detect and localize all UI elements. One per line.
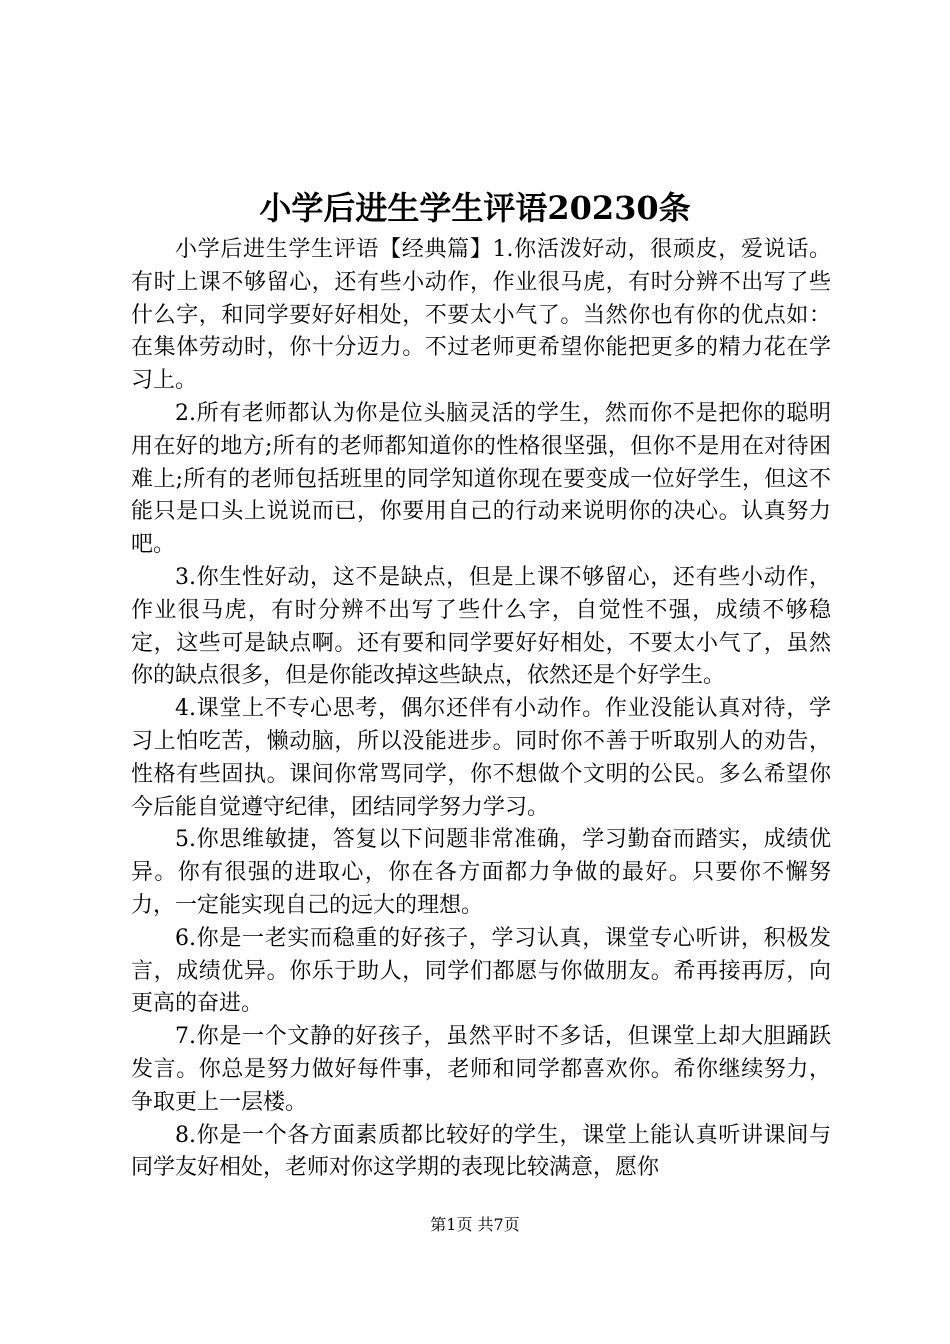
document-body — [131, 234, 831, 1185]
page-footer: 第1页 共7页 — [430, 1215, 520, 1234]
document-title: 小学后进生学生评语20230条 — [259, 189, 691, 227]
paragraph: 6.你是一老实而稳重的好孩子，学习认真，课堂专心听讲，积极发言，成绩优异。你乐于助人，同学们都愿与你做朋友。希再接再厉，向更高的奋进。 — [131, 925, 831, 1017]
paragraph: 8.你是一个各方面素质都比较好的学生，课堂上能认真听讲课间与同学友好相处，老师对你这学期的表现比较满意，愿你 — [131, 1122, 831, 1181]
paragraph: 小学后进生学生评语【经典篇】1.你活泼好动，很顽皮，爱说话。有时上课不够留心，还有些小动作，作业很马虎，有时分辨不出写了些什么字，和同学要好好相处，不要太小气了。当然你也有你的优点如：在集体劳动时，你十分迈力。不过老师更希望你能把更多的精力花在学习上。 — [131, 237, 831, 394]
paragraph: 4.课堂上不专心思考，偶尔还伴有小动作。作业没能认真对待，学习上怕吃苦，懒动脑，所以没能进步。同时你不善于听取别人的劝告，性格有些固执。课间你常骂同学，你不想做个文明的公民。多么希望你今后能自觉遵守纪律，团结同学努力学习。 — [131, 696, 831, 820]
paragraph: 3.你生性好动，这不是缺点，但是上课不够留心，还有些小动作，作业很马虎，有时分辨不出写了些什么字，自觉性不强，成绩不够稳定，这些可是缺点啊。还有要和同学要好好相处，不要太小气了，虽然你的缺点很多，但是你能改掉这些缺点，依然还是个好学生。 — [131, 564, 831, 689]
paragraph: 5.你思维敏捷，答复以下问题非常准确，学习勤奋而踏实，成绩优异。你有很强的进取心，你在各方面都力争做的最好。只要你不懈努力，一定能实现自己的远大的理想。 — [131, 827, 831, 918]
paragraph: 7.你是一个文静的好孩子，虽然平时不多话，但课堂上却大胆踊跃发言。你总是努力做好每件事，老师和同学都喜欢你。希你继续努力，争取更上一层楼。 — [131, 1024, 831, 1115]
paragraph: 2.所有老师都认为你是位头脑灵活的学生，然而你不是把你的聪明用在好的地方;所有的老师都知道你的性格很坚强，但你不是用在对待困难上;所有的老师包括班里的同学知道你现在要变成一位好学生，但这不能只是口头上说说而已，你要用自己的行动来说明你的决心。认真努力吧。 — [131, 400, 831, 558]
